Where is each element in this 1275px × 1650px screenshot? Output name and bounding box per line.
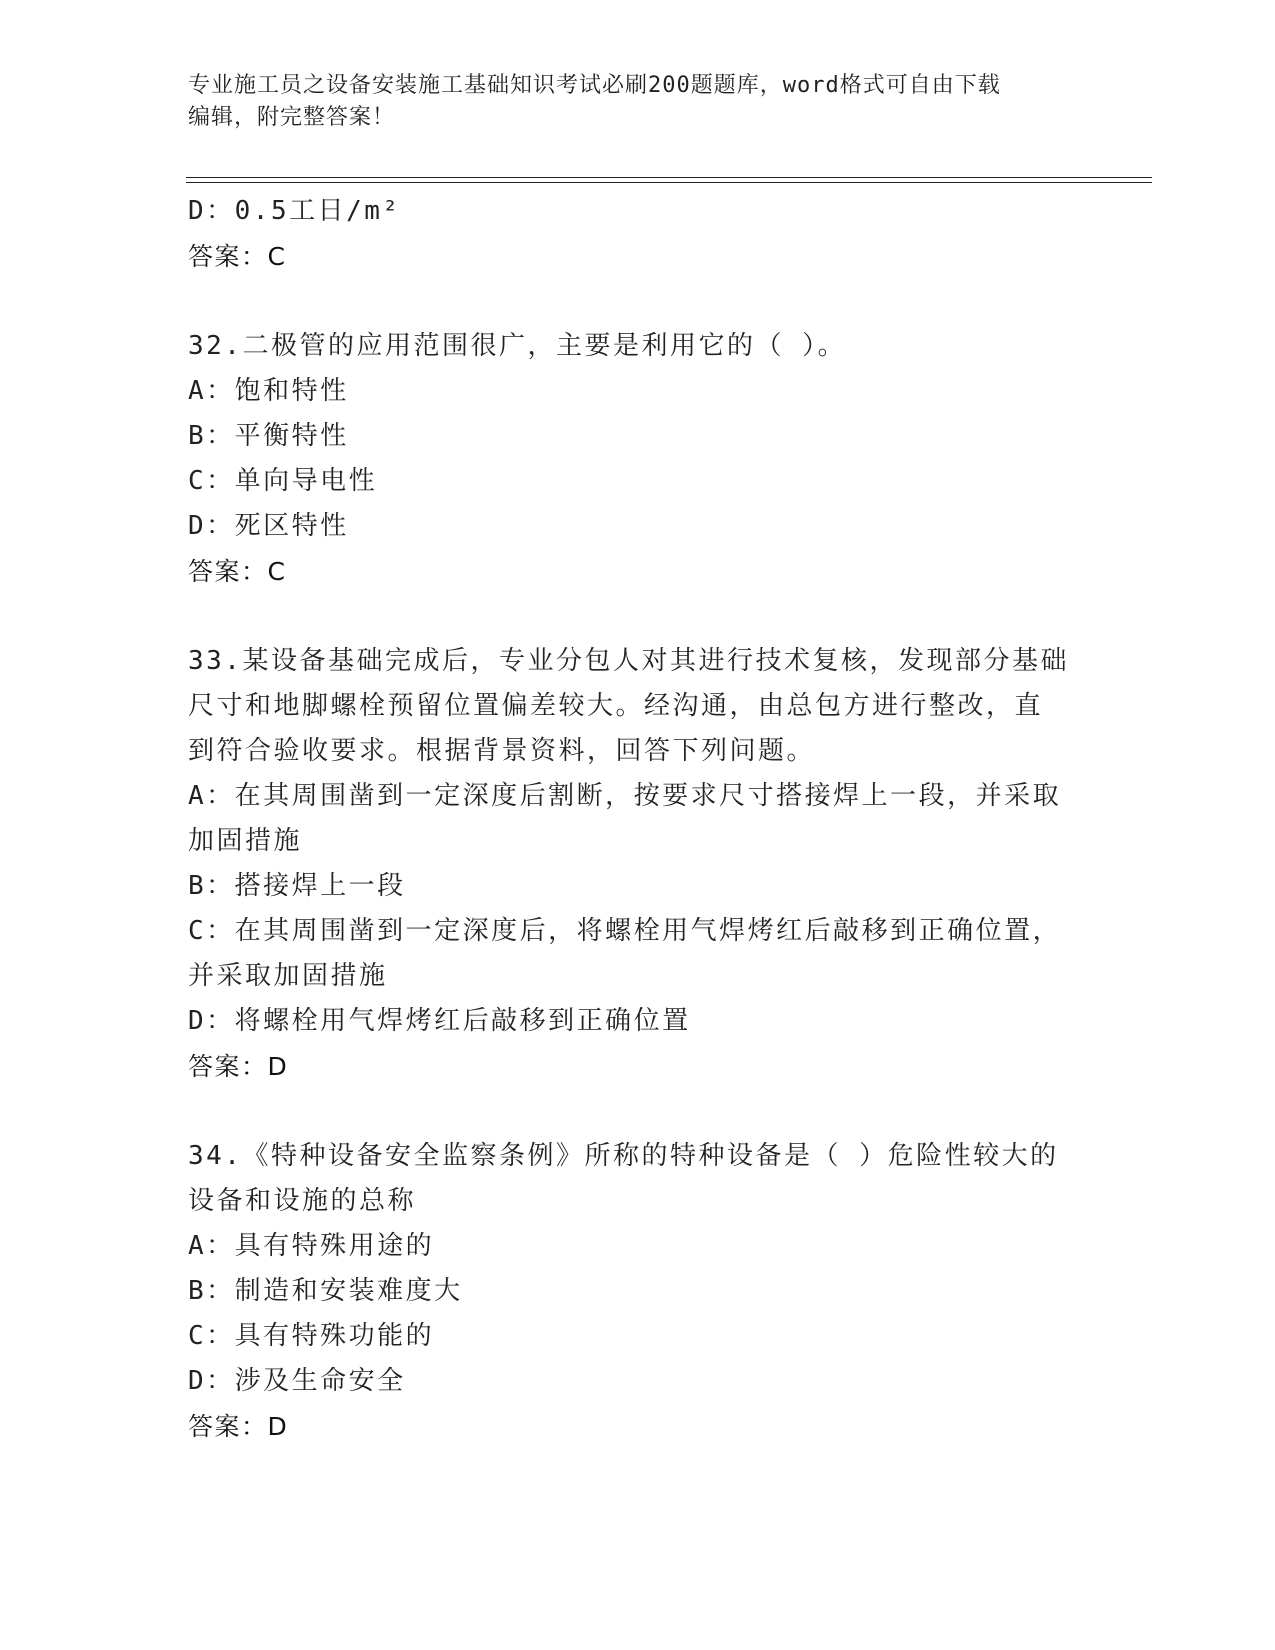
question-stem: 32.二极管的应用范围很广，主要是利用它的（ ）。 xyxy=(188,331,847,361)
answer-line: 答案：C xyxy=(188,557,287,586)
question-32 xyxy=(188,324,1088,594)
option-d: D：将螺栓用气焊烤红后敲移到正确位置 xyxy=(188,1006,691,1036)
document-body xyxy=(188,189,1088,1449)
header-title-line-2: 编辑，附完整答案！ xyxy=(188,105,396,130)
option-c: C：单向导电性 xyxy=(188,466,378,496)
option-a-continued: 加固措施 xyxy=(188,826,303,856)
option-b: B：制造和安装难度大 xyxy=(188,1276,463,1306)
question-34 xyxy=(188,1134,1088,1449)
question-stem-line-2: 设备和设施的总称 xyxy=(188,1186,417,1216)
option-d: D：0.5工日/m² xyxy=(188,196,401,226)
question-stem-line-2: 尺寸和地脚螺栓预留位置偏差较大。经沟通，由总包方进行整改，直 xyxy=(188,691,1044,721)
question-stem-line-1: 33.某设备基础完成后，专业分包人对其进行技术复核，发现部分基础 xyxy=(188,646,1069,676)
answer-line: 答案：D xyxy=(188,1412,289,1441)
answer-line: 答案：D xyxy=(188,1052,289,1081)
option-a: A：在其周围凿到一定深度后割断，按要求尺寸搭接焊上一段，并采取 xyxy=(188,781,1062,811)
header-title-line-1: 专业施工员之设备安装施工基础知识考试必刷200题题库，word格式可自由下载 xyxy=(188,73,1001,98)
question-stem-line-3: 到符合验收要求。根据背景资料，回答下列问题。 xyxy=(188,736,816,766)
document-header xyxy=(188,70,1088,134)
prev-question-block xyxy=(188,189,1088,279)
option-b: B：平衡特性 xyxy=(188,421,349,451)
option-b: B：搭接焊上一段 xyxy=(188,871,406,901)
option-c-continued: 并采取加固措施 xyxy=(188,961,388,991)
answer-line: 答案：C xyxy=(188,242,287,271)
header-divider-top xyxy=(186,177,1152,178)
header-divider-bottom xyxy=(186,182,1152,183)
option-a: A：饱和特性 xyxy=(188,376,349,406)
question-stem-line-1: 34.《特种设备安全监察条例》所称的特种设备是（ ）危险性较大的 xyxy=(188,1141,1059,1171)
option-d: D：死区特性 xyxy=(188,511,349,541)
option-c: C：具有特殊功能的 xyxy=(188,1321,435,1351)
question-33 xyxy=(188,639,1088,1089)
option-c: C：在其周围凿到一定深度后，将螺栓用气焊烤红后敲移到正确位置， xyxy=(188,916,1062,946)
option-a: A：具有特殊用途的 xyxy=(188,1231,435,1261)
option-d: D：涉及生命安全 xyxy=(188,1366,406,1396)
